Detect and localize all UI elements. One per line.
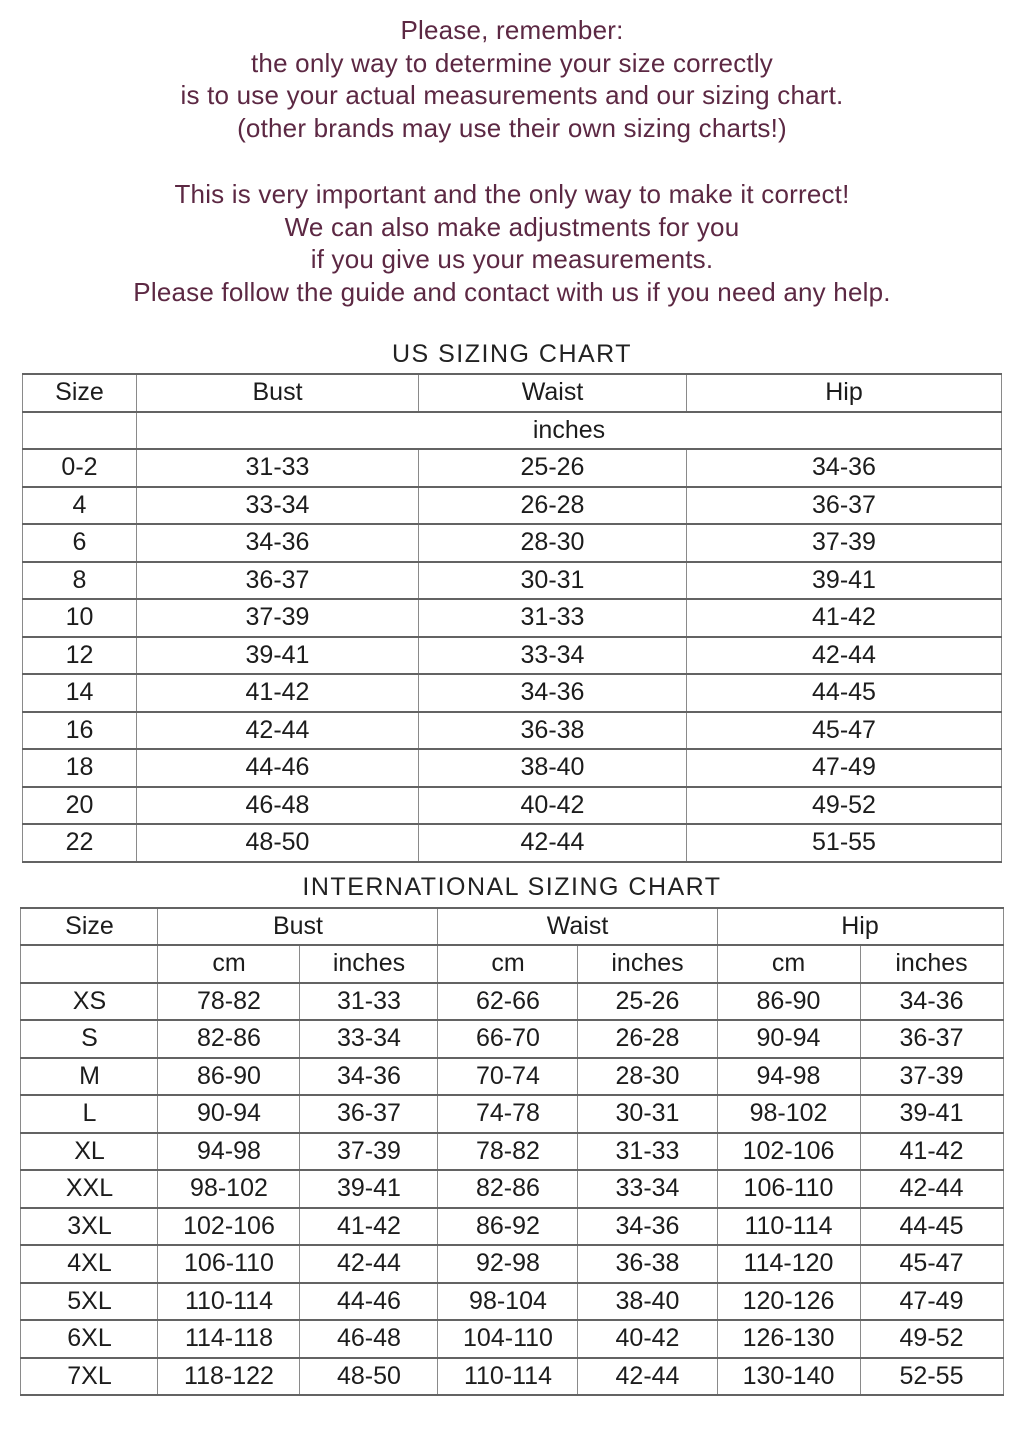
measurement-cell: 31-33 (300, 983, 438, 1021)
measurement-cell: 49-52 (687, 787, 1002, 825)
measurement-cell: 66-70 (438, 1020, 578, 1058)
measurement-cell: 98-102 (717, 1095, 860, 1133)
measurement-cell: 104-110 (438, 1320, 578, 1358)
measurement-cell: 34-36 (137, 524, 419, 562)
measurement-cell: 118-122 (158, 1358, 300, 1396)
measurement-cell: 31-33 (578, 1133, 717, 1171)
column-header-hip: Hip (687, 374, 1002, 412)
table-row (23, 449, 1002, 487)
intro-line: is to use your actual measurements and our sizing chart. (180, 80, 844, 110)
measurement-cell: 26-28 (578, 1020, 717, 1058)
measurement-cell: 42-44 (578, 1358, 717, 1396)
measurement-cell: 34-36 (300, 1058, 438, 1096)
measurement-cell: 37-39 (300, 1133, 438, 1171)
table-row (21, 1358, 1003, 1396)
measurement-cell: 36-37 (137, 562, 419, 600)
measurement-cell: 126-130 (717, 1320, 860, 1358)
measurement-cell: 39-41 (860, 1095, 1003, 1133)
measurement-cell: 98-104 (438, 1283, 578, 1321)
measurement-cell: 41-42 (687, 599, 1002, 637)
size-cell: 8 (23, 562, 137, 600)
measurement-cell: 47-49 (687, 749, 1002, 787)
measurement-cell: 49-52 (860, 1320, 1003, 1358)
measurement-cell: 48-50 (300, 1358, 438, 1396)
measurement-cell: 34-36 (419, 674, 687, 712)
table-row (23, 637, 1002, 675)
measurement-cell: 51-55 (687, 824, 1002, 862)
size-cell: 6XL (21, 1320, 158, 1358)
table-row (23, 787, 1002, 825)
measurement-cell: 38-40 (419, 749, 687, 787)
size-cell: S (21, 1020, 158, 1058)
measurement-cell: 102-106 (158, 1208, 300, 1246)
size-cell: 7XL (21, 1358, 158, 1396)
measurement-cell: 78-82 (438, 1133, 578, 1171)
size-cell: 0-2 (23, 449, 137, 487)
unit-label-cell: inches (860, 945, 1003, 983)
size-cell: 10 (23, 599, 137, 637)
intro-line: We can also make adjustments for you (284, 211, 740, 242)
measurement-cell: 36-37 (687, 487, 1002, 525)
measurement-cell: 40-42 (578, 1320, 717, 1358)
column-header-size: Size (23, 374, 137, 412)
unit-label-cell: inches (578, 945, 717, 983)
measurement-cell: 44-46 (300, 1283, 438, 1321)
size-cell: 6 (23, 524, 137, 562)
size-cell: L (21, 1095, 158, 1133)
measurement-cell: 26-28 (419, 487, 687, 525)
measurement-cell: 39-41 (687, 562, 1002, 600)
measurement-cell: 30-31 (419, 562, 687, 600)
table-row (23, 599, 1002, 637)
table-row (21, 1095, 1003, 1133)
empty-cell (21, 945, 158, 983)
measurement-cell: 94-98 (717, 1058, 860, 1096)
measurement-cell: 31-33 (137, 449, 419, 487)
table-row (23, 712, 1002, 750)
measurement-cell: 90-94 (717, 1020, 860, 1058)
measurement-cell: 47-49 (860, 1283, 1003, 1321)
measurement-cell: 34-36 (687, 449, 1002, 487)
measurement-cell: 28-30 (419, 524, 687, 562)
size-cell: M (21, 1058, 158, 1096)
table-row (21, 1245, 1003, 1283)
intro-notice (0, 0, 1024, 308)
measurement-cell: 110-114 (717, 1208, 860, 1246)
measurement-cell: 34-36 (578, 1208, 717, 1246)
measurement-cell: 42-44 (687, 637, 1002, 675)
column-header-bust: Bust (158, 908, 438, 946)
size-cell: 20 (23, 787, 137, 825)
measurement-cell: 78-82 (158, 983, 300, 1021)
measurement-cell: 37-39 (687, 524, 1002, 562)
measurement-cell: 37-39 (137, 599, 419, 637)
measurement-cell: 110-114 (158, 1283, 300, 1321)
unit-label-cell: cm (438, 945, 578, 983)
measurement-cell: 36-37 (860, 1020, 1003, 1058)
measurement-cell: 46-48 (137, 787, 419, 825)
us-sizing-table (22, 373, 1002, 863)
measurement-cell: 120-126 (717, 1283, 860, 1321)
measurement-cell: 33-34 (419, 637, 687, 675)
intro-paragraph-2 (0, 178, 1024, 308)
measurement-cell: 41-42 (860, 1133, 1003, 1171)
us-unit-row (23, 412, 1002, 450)
intl-unit-row (21, 945, 1003, 983)
table-row (21, 1020, 1003, 1058)
measurement-cell: 36-38 (578, 1245, 717, 1283)
measurement-cell: 28-30 (578, 1058, 717, 1096)
empty-cell (23, 412, 137, 450)
table-row (21, 1133, 1003, 1171)
measurement-cell: 42-44 (137, 712, 419, 750)
measurement-cell: 44-46 (137, 749, 419, 787)
table-row (21, 1208, 1003, 1246)
measurement-cell: 42-44 (300, 1245, 438, 1283)
measurement-cell: 82-86 (158, 1020, 300, 1058)
measurement-cell: 114-120 (717, 1245, 860, 1283)
measurement-cell: 44-45 (687, 674, 1002, 712)
measurement-cell: 42-44 (419, 824, 687, 862)
us-header-row (23, 374, 1002, 412)
column-header-waist: Waist (438, 908, 717, 946)
measurement-cell: 45-47 (860, 1245, 1003, 1283)
measurement-cell: 37-39 (860, 1058, 1003, 1096)
measurement-cell: 40-42 (419, 787, 687, 825)
table-row (21, 1058, 1003, 1096)
measurement-cell: 70-74 (438, 1058, 578, 1096)
measurement-cell: 25-26 (419, 449, 687, 487)
size-cell: 22 (23, 824, 137, 862)
size-cell: 5XL (21, 1283, 158, 1321)
measurement-cell: 114-118 (158, 1320, 300, 1358)
measurement-cell: 36-37 (300, 1095, 438, 1133)
intl-header-row (21, 908, 1003, 946)
intl-table-body (21, 983, 1003, 1396)
measurement-cell: 39-41 (137, 637, 419, 675)
measurement-cell: 44-45 (860, 1208, 1003, 1246)
size-cell: XS (21, 983, 158, 1021)
size-cell: XXL (21, 1170, 158, 1208)
intro-paragraph-1 (0, 14, 1024, 144)
measurement-cell: 98-102 (158, 1170, 300, 1208)
measurement-cell: 106-110 (158, 1245, 300, 1283)
measurement-cell: 86-90 (717, 983, 860, 1021)
unit-label-cell: inches (300, 945, 438, 983)
us-table-body (23, 449, 1002, 862)
measurement-cell: 33-34 (137, 487, 419, 525)
us-chart-title: US SIZING CHART (391, 340, 633, 368)
measurement-cell: 110-114 (438, 1358, 578, 1396)
table-row (23, 749, 1002, 787)
column-header-hip: Hip (717, 908, 1003, 946)
measurement-cell: 46-48 (300, 1320, 438, 1358)
measurement-cell: 82-86 (438, 1170, 578, 1208)
measurement-cell: 25-26 (578, 983, 717, 1021)
measurement-cell: 86-90 (158, 1058, 300, 1096)
measurement-cell: 52-55 (860, 1358, 1003, 1396)
table-row (23, 562, 1002, 600)
intro-line: if you give us your measurements. (310, 244, 714, 274)
intl-sizing-table (20, 907, 1003, 1397)
measurement-cell: 30-31 (578, 1095, 717, 1133)
size-cell: 4XL (21, 1245, 158, 1283)
measurement-cell: 48-50 (137, 824, 419, 862)
table-row (21, 1283, 1003, 1321)
size-cell: 14 (23, 674, 137, 712)
unit-label-cell: cm (717, 945, 860, 983)
measurement-cell: 33-34 (578, 1170, 717, 1208)
measurement-cell: 94-98 (158, 1133, 300, 1171)
intro-line: This is very important and the only way to make it correct! (174, 179, 850, 209)
table-row (21, 983, 1003, 1021)
measurement-cell: 33-34 (300, 1020, 438, 1058)
size-cell: 3XL (21, 1208, 158, 1246)
unit-label-cell: cm (158, 945, 300, 983)
table-row (23, 487, 1002, 525)
measurement-cell: 41-42 (300, 1208, 438, 1246)
measurement-cell: 130-140 (717, 1358, 860, 1396)
measurement-cell: 86-92 (438, 1208, 578, 1246)
intro-line: Please, remember: (400, 15, 624, 45)
measurement-cell: 90-94 (158, 1095, 300, 1133)
measurement-cell: 45-47 (687, 712, 1002, 750)
intro-line: the only way to determine your size correctly (251, 47, 773, 78)
measurement-cell: 74-78 (438, 1095, 578, 1133)
unit-label-cell: inches (137, 412, 1002, 450)
measurement-cell: 34-36 (860, 983, 1003, 1021)
table-row (21, 1170, 1003, 1208)
table-row (23, 674, 1002, 712)
table-row (21, 1320, 1003, 1358)
size-cell: XL (21, 1133, 158, 1171)
intro-line: Please follow the guide and contact with us if you need any help. (133, 276, 891, 307)
measurement-cell: 41-42 (137, 674, 419, 712)
measurement-cell: 42-44 (860, 1170, 1003, 1208)
measurement-cell: 62-66 (438, 983, 578, 1021)
measurement-cell: 92-98 (438, 1245, 578, 1283)
size-cell: 16 (23, 712, 137, 750)
column-header-waist: Waist (419, 374, 687, 412)
table-row (23, 524, 1002, 562)
table-row (23, 824, 1002, 862)
size-cell: 4 (23, 487, 137, 525)
measurement-cell: 106-110 (717, 1170, 860, 1208)
column-header-bust: Bust (137, 374, 419, 412)
measurement-cell: 38-40 (578, 1283, 717, 1321)
size-cell: 18 (23, 749, 137, 787)
measurement-cell: 39-41 (300, 1170, 438, 1208)
measurement-cell: 36-38 (419, 712, 687, 750)
intro-line: (other brands may use their own sizing charts!) (237, 112, 787, 143)
intl-chart-title: INTERNATIONAL SIZING CHART (302, 872, 722, 901)
measurement-cell: 102-106 (717, 1133, 860, 1171)
measurement-cell: 31-33 (419, 599, 687, 637)
column-header-size: Size (21, 908, 158, 946)
size-cell: 12 (23, 637, 137, 675)
